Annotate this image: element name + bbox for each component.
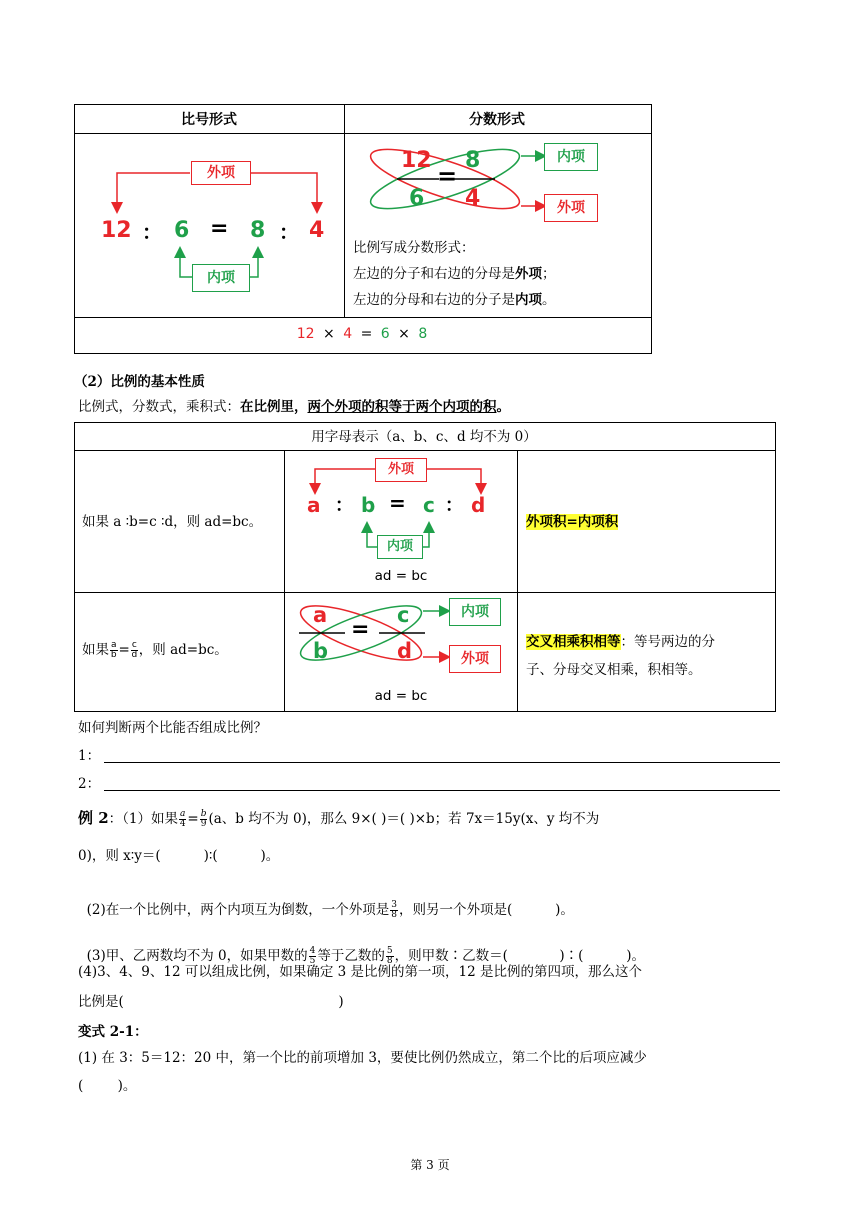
fraction-outer-label: 外项	[544, 194, 598, 222]
row2-num-left: a	[313, 603, 328, 627]
ratio-colon-2: ：	[279, 220, 299, 244]
ratio-forms-table	[74, 104, 652, 354]
row2-condition: 如果 $\frac{a}{b}$ = $\frac{c}{d}$ ，则 ad=bc。	[82, 640, 228, 660]
row1-outer-label: 外项	[375, 458, 427, 482]
row2-formula: ad = bc	[374, 688, 428, 704]
row1-colon-2: ：	[445, 495, 463, 516]
row1-summary: 外项积=内项积	[526, 514, 619, 530]
page-number: 第 3 页	[410, 1158, 450, 1172]
section-heading: （2）比例的基本性质	[74, 374, 205, 390]
row2-den-right: d	[397, 639, 413, 663]
fraction-desc-2: 左边的分子和右边的分母是外项；	[353, 266, 556, 282]
row2-inner-label: 内项	[449, 598, 501, 626]
ratio-term-a: 12	[101, 218, 132, 243]
row2-outer-label: 外项	[449, 645, 501, 673]
example2-part1-line1: 例 2：（1）如果 $\frac{a}{4}$ = $\frac{b}{9}$ (a、b 均不为 0)，那么 9×( )＝( )×b；若 7x＝15y(x、y 均不为	[78, 809, 600, 829]
fraction-den-left: 6	[409, 186, 425, 211]
fraction-desc-3: 左边的分母和右边的分子是内项。	[353, 292, 556, 308]
fraction-num-left: 12	[401, 148, 432, 173]
row1-equals: =	[389, 491, 406, 515]
fraction-desc-1: 比例写成分数形式：	[353, 240, 475, 256]
variant-part1-line2: ( )。	[78, 1078, 137, 1094]
row1-formula: ad = bc	[374, 568, 428, 584]
question-item-2: 2：	[78, 776, 101, 792]
example2-part2: (2)在一个比例中，两个内项互为倒数，一个外项是 $\frac{3}{8}$ ，则另一个外项是( )。	[86, 900, 574, 920]
answer-line-2[interactable]	[104, 790, 780, 791]
example2-part4-line1: (4)3、4、9、12 可以组成比例，如果确定 3 是比例的第一项，12 是比例的第四项，那么这个	[78, 964, 642, 980]
fraction-cross-ellipses	[345, 134, 651, 234]
outer-term-label: 外项	[191, 161, 251, 185]
ratio-term-c: 8	[250, 218, 266, 243]
ratio-diagram	[74, 134, 344, 317]
product-equation: 12 × 4 = 6 × 8	[296, 326, 428, 342]
ratio-term-d: 4	[309, 218, 325, 243]
row1-diagram	[285, 451, 517, 592]
row2-diagram	[285, 593, 517, 711]
row2-summary: 交叉相乘积相等：等号两边的分 子、分母交叉相乘，积相等。	[526, 634, 715, 678]
row2-equals: =	[351, 617, 370, 642]
ratio-term-b: 6	[174, 218, 190, 243]
question-title: 如何判断两个比能否组成比例？	[78, 720, 267, 736]
example2-part1-line2: 0)，则 x∶y＝( )∶( )。	[78, 848, 280, 864]
header-fraction-form: 分数形式	[469, 112, 525, 128]
answer-line-1[interactable]	[104, 762, 780, 763]
fraction-inner-label: 内项	[544, 143, 598, 171]
row2-num-right: c	[397, 603, 410, 627]
example2-part3: (3)甲、乙两数均不为 0，如果甲数的 $\frac{4}{5}$ 等于乙数的 $\frac{5}{8}$ ，则甲数∶乙数＝( )∶( )。	[86, 946, 646, 966]
row1-condition: 如果 a ∶b=c ∶d，则 ad=bc。	[82, 514, 263, 530]
inner-term-label: 内项	[192, 264, 250, 292]
fraction-den-right: 4	[465, 186, 481, 211]
example2-part4-line2: 比例是( )	[78, 994, 344, 1010]
row1-letter-d: d	[471, 493, 486, 517]
section-intro: 比例式，分数式，乘积式：在比例里，两个外项的积等于两个内项的积。	[78, 399, 510, 415]
variant-label: 变式 2-1：	[78, 1024, 148, 1040]
ratio-equals: =	[210, 216, 229, 241]
fraction-num-right: 8	[465, 148, 481, 173]
row2-den-left: b	[313, 639, 329, 663]
row1-letter-c: c	[423, 493, 435, 517]
header-ratio-form: 比号形式	[181, 112, 237, 128]
row1-inner-label: 内项	[377, 535, 423, 559]
ratio-colon-1: ：	[142, 220, 162, 244]
fraction-equals: =	[437, 162, 458, 190]
row1-letter-a: a	[307, 493, 321, 517]
variant-part1-line1: (1) 在 3：5＝12：20 中，第一个比的前项增加 3，要使比例仍然成立，第二个比的后项应减少	[78, 1050, 647, 1066]
question-item-1: 1：	[78, 748, 101, 764]
fraction-diagram	[345, 134, 651, 317]
row1-letter-b: b	[361, 493, 376, 517]
table2-header: 用字母表示（a、b、c、d 均不为 0）	[311, 429, 537, 445]
letter-representation-table	[74, 422, 776, 712]
row1-colon-1: ：	[335, 495, 353, 516]
